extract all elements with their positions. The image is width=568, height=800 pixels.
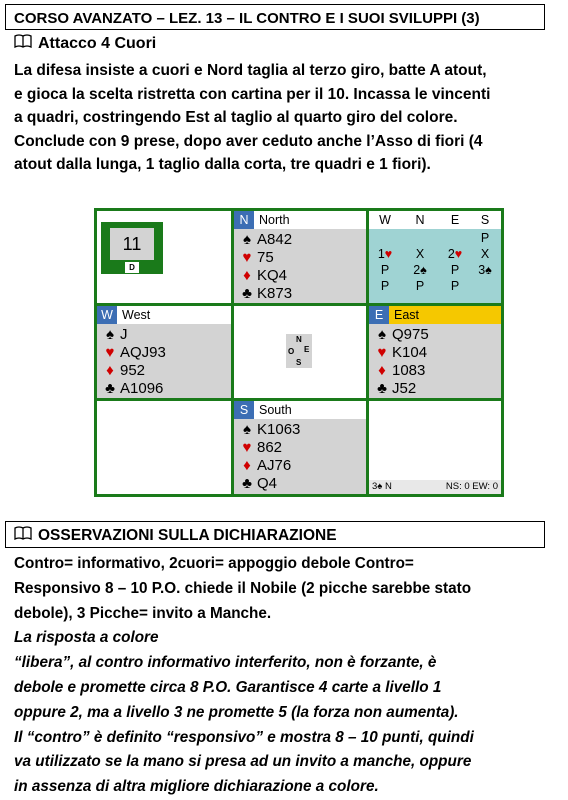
- north-tag: N: [234, 211, 254, 229]
- contract-cell: [369, 401, 501, 494]
- bid: 2♥: [447, 247, 463, 261]
- body-paragraph: [14, 552, 552, 800]
- heart-icon: ♥: [242, 249, 252, 266]
- west-spades: J: [120, 326, 128, 343]
- dealer-label: D: [125, 262, 139, 273]
- body-line-part: [14, 602, 552, 652]
- heart-icon: ♥: [454, 247, 463, 261]
- body-line: Responsivo 8 – 10 P.O. chiede il Nobile (2 picche sarebbe stato: [14, 579, 472, 597]
- contract: 3♠ N: [372, 481, 392, 492]
- empty-cell: [97, 401, 231, 494]
- heart-icon: ♥: [384, 247, 393, 261]
- north-hearts: 75: [257, 249, 274, 266]
- header-box: [5, 4, 545, 30]
- club-icon: ♣: [105, 380, 115, 397]
- contract-bar: [369, 480, 501, 494]
- west-diamonds: 952: [120, 362, 146, 379]
- south-hand: [234, 401, 366, 494]
- board-number-frame: [101, 222, 163, 274]
- compass-e: E: [304, 345, 310, 354]
- east-diamonds: 1083: [392, 362, 426, 379]
- spade-icon: ♠: [243, 231, 251, 248]
- score: NS: 0 EW: 0: [445, 481, 498, 492]
- body-line: va utilizzato se la mano si presa ad un invito a manche, oppure: [14, 753, 472, 771]
- north-label: North: [259, 213, 290, 227]
- board-number-cell: [97, 211, 231, 303]
- east-spades: Q975: [392, 326, 429, 343]
- bid: P: [450, 263, 460, 277]
- diamond-icon: ♦: [106, 362, 114, 379]
- west-label: West: [122, 308, 151, 322]
- section-heading: [14, 526, 337, 545]
- bid: 3♠: [478, 263, 492, 277]
- diamond-icon: ♦: [378, 362, 386, 379]
- body-text-italic: La risposta a colore: [14, 629, 159, 647]
- diamond-icon: ♦: [243, 267, 251, 284]
- lead-title: Attacco 4 Cuori: [38, 35, 157, 52]
- intro-line: a quadri, costringendo Est al taglio al quarto giro del colore.: [14, 109, 458, 127]
- heart-icon: ♥: [242, 439, 252, 456]
- north-spades: A842: [257, 231, 293, 248]
- club-icon: ♣: [242, 475, 252, 492]
- body-line: oppure 2, ma a livello 3 ne promette 5 (la forza non aumenta).: [14, 703, 459, 721]
- compass: [286, 334, 312, 368]
- west-tag: W: [97, 306, 117, 324]
- compass-cell: [234, 306, 366, 398]
- spade-icon: ♠: [243, 421, 251, 438]
- intro-paragraph: [14, 59, 552, 177]
- auction-header: W: [379, 213, 391, 227]
- south-diamonds: AJ76: [257, 457, 292, 474]
- body-line: debole e promette circa 8 P.O. Garantisce 4 carte a livello 1: [14, 678, 442, 696]
- north-clubs: K873: [257, 285, 293, 302]
- lead-heading: [14, 34, 156, 53]
- bid: P: [450, 279, 460, 293]
- body-line: Il “contro” è definito “responsivo” e mostra 8 – 10 punti, quindi: [14, 728, 474, 746]
- bid: P: [380, 279, 390, 293]
- board-number: 11: [122, 234, 142, 254]
- bid: P: [480, 231, 490, 245]
- club-icon: ♣: [377, 380, 387, 397]
- diamond-icon: ♦: [243, 457, 251, 474]
- spade-icon: ♠: [106, 326, 114, 343]
- auction-header: S: [480, 213, 490, 227]
- bridge-diagram: [94, 208, 504, 497]
- south-spades: K1063: [257, 421, 301, 438]
- body-line: “libera”, al contro informativo interferito, non è forzante, è: [14, 654, 437, 672]
- bid: P: [380, 263, 390, 277]
- body-line: Contro= informativo, 2cuori= appoggio debole Contro=: [14, 555, 414, 572]
- page-title: CORSO AVANZATO – LEZ. 13 – IL CONTRO E I SUOI SVILUPPI (3): [14, 10, 480, 27]
- north-diamonds: KQ4: [257, 267, 288, 284]
- section-box: [5, 521, 545, 548]
- board-number-inner: [110, 228, 154, 260]
- spade-icon: ♠: [378, 326, 386, 343]
- compass-s: S: [296, 358, 302, 367]
- body-text-upright: debole), 3 Picche= invito a Manche.: [14, 604, 272, 622]
- heart-icon: ♥: [105, 344, 115, 361]
- compass-n: N: [296, 335, 302, 344]
- section-title: OSSERVAZIONI SULLA DICHIARAZIONE: [38, 527, 337, 544]
- bid: 1♥: [377, 247, 393, 261]
- auction-header: N: [415, 213, 425, 227]
- intro-line: La difesa insiste a cuori e Nord taglia al terzo giro, batte A atout,: [14, 62, 487, 79]
- east-tag: E: [369, 306, 389, 324]
- north-hand: [234, 211, 366, 303]
- auction-header: E: [450, 213, 460, 227]
- west-hearts: AQJ93: [120, 344, 166, 361]
- east-hand: [369, 306, 501, 398]
- south-label: South: [259, 403, 292, 417]
- bid: X: [415, 247, 425, 261]
- south-clubs: Q4: [257, 475, 278, 492]
- compass-o: O: [288, 347, 295, 356]
- intro-line: e gioca la scelta ristretta con cartina per il 10. Incassa le vincenti: [14, 85, 491, 103]
- body-line: [14, 602, 552, 652]
- east-hearts: K104: [392, 344, 428, 361]
- book-icon: [14, 34, 32, 48]
- intro-line: atout dalla lunga, 1 taglio dalla corta, tre quadri e 1 fiori).: [14, 156, 431, 174]
- west-clubs: A1096: [120, 380, 164, 397]
- body-line: in assenza di altra migliore dichiarazione a colore.: [14, 778, 379, 796]
- bid: 2♠: [413, 263, 427, 277]
- heart-icon: ♥: [377, 344, 387, 361]
- south-hearts: 862: [257, 439, 283, 456]
- club-icon: ♣: [242, 285, 252, 302]
- east-label: East: [394, 308, 420, 322]
- book-icon: [14, 526, 32, 540]
- west-hand: [97, 306, 231, 398]
- bid: P: [415, 279, 425, 293]
- intro-line: Conclude con 9 prese, dopo aver ceduto anche l’Asso di fiori (4: [14, 132, 483, 150]
- bid: X: [480, 247, 490, 261]
- auction-box: [369, 211, 501, 303]
- south-tag: S: [234, 401, 254, 419]
- east-clubs: J52: [392, 380, 417, 397]
